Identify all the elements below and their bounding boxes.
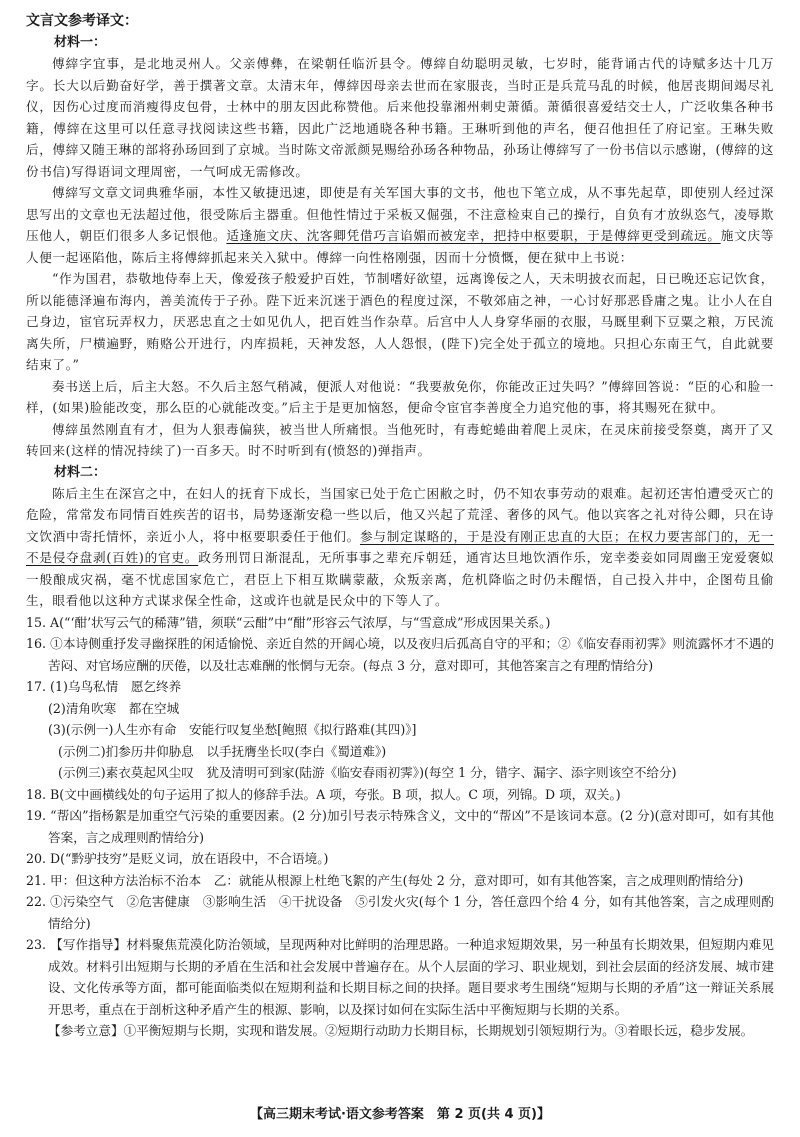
m1-p2-text-a: 傅縡写文章文词典雅华丽，本性又敏捷迅速，即使是有关军国大事的文书，他也下笔立成，从不事先起草，即使别人经过深思写出的文章也无法超过他，很受陈后主器重。但他性情过于采板又倔强，不注意检束自己的操行，自负有才放纵恣气，凌辱欺压他人，朝臣们很多人多记恨他。 [26,185,774,243]
m1-p2-text-b: 施文庆等人便一起诬陷他，陈后主将傅縡抓起来关入狱中。傅縡一向性格刚强，因而十分愤慨，便在狱中上书说： [26,228,775,265]
answer-23: 23. 【写作指导】材料聚焦荒漠化防治领域，呈现两种对比鲜明的治理思路。一种追求短期效果，另一种虽有长期效果，但短期内难见成效。材料引出短期与长期的矛盾在生活和社会发展中普遍存在。从个人层面的学习、职业规划，到社会层面的经济发展、城市建设、文化传承等方面，都可能面临类似在短期利益和长期目标之间的抉择。题目要求考生围绕“短期与长期的矛盾”这一辩证关系展开思考，重点在于剖析这种矛盾产生的根源、影响，以及探讨如何在实际生活中平衡短期与长期的关系。 [26,937,774,1017]
answer-17-3c: (示例三)素衣莫起风尘叹 犹及清明可到家(陆游《临安春雨初霁》)(每空 1 分，错字、漏字、添字则该空不给分) [58,765,677,780]
answer-17-2: (2)清角吹寒 都在空城 [48,700,180,716]
answer-17-3a: (3)(示例一)人生亦有命 安能行叹复坐愁[鲍照《拟行路难(其四)》] [48,722,417,737]
m1-paragraph-2 [26,182,774,268]
m1-paragraph-1: 傅縡字宜事，是北地灵州人。父亲傅彝，在梁朝任临沂县令。傅縡自幼聪明灵敏，七岁时，能背诵古代的诗赋多达十几万字。长大以后勤奋好学，善于撰著文章。太清末年，傅縡因母亲去世而在家服丧，当时正是兵荒马乱的时候，他居丧期间竭尽礼仪，因伤心过度而消瘦得皮包骨，士林中的朋友因此称赞他。后来他投靠湘州刺史萧循。萧循很喜爱结交士人，广泛收集各种书籍，傅縡在这里可以任意寻找阅读这些书籍，因此广泛地通晓各种书籍。王琳听到他的声名，便召他担任了府记室。王琳失败后，傅縡又随王琳的部将孙玚回到了京城。当时陈文帝派颜晃赐给孙玚各种物品，孙玚让傅縡写了一份书信以示感谢，(傅縡的这份书信)写得语词文理周密，一气呵成无需修改。 [26,56,774,179]
m2-p1-text-a: 陈后主生在深宫之中，在妇人的抚育下成长，当国家已处于危亡困敝之时，仍不知农事劳动的艰难。起初还害怕遭受灭亡的危险，常常发布同情百姓疾苦的诏书，局势逐渐安稳一些以后，他又兴起了荒淫、奢侈的风气。他以宾客之礼对待公卿，只在诗文饮酒中寄托情怀，亲近小人，将中枢要职委任于他们。 [26,485,774,544]
m1-paragraph-3: “作为国君，恭敬地侍奉上天，像爱孩子般爱护百姓，节制嗜好欲望，远离谗佞之人，天未明披衣而起，日已晚还忘记饮食，所以能德泽遍布海内，善美流传于子孙。陛下近来沉迷于酒色的程度过深，不敬郊庙之神，一心讨好那恶昏庸之鬼。让小人在自己身边，宦官玩弄权力，厌恶忠直之士如见仇人，把百姓当作杂草。后宫中人人身穿华丽的衣服，马厩里剩下豆粟之粮，万民流离失所，尸横遍野，贿赂公开进行，内库损耗，天神发怒，人人怨恨，(陛下)完全处于孤立的境地。只担心东南王气，自此就要结束了。” [26,271,774,372]
translation-heading: 文言文参考译文： [26,13,138,29]
m2-p1-text-b: 政务刑罚日渐混乱，无所事事之辈充斥朝廷，通宵达旦地饮酒作乐，宠幸娄妾如同周幽王宠爱褒姒一般酿成灾祸，毫不忧虑国家危亡，君臣上下相互欺瞒蒙蔽，众叛亲离，危机降临之时仍未醒悟，自己投入井中，企图苟且偷生，眼看他以这种方式谋求保全性命，这或许也就是民众中的下等人了。 [26,550,774,608]
answer-18: 18. B(文中画横线处的句子运用了拟人的修辞手法。A 项，夸张。B 项，拟人。C 项，列锦。D 项，双关。) [26,786,621,802]
answer-23-reference: 【参考立意】①平衡短期与长期，实现和谐发展。②短期行动助力长期目标，长期规划引领短期行为。③着眼长远，稳步发展。 [48,1023,754,1038]
m1-p2-underlined: 适逢施文庆、沈客卿凭借巧言谄媚而被宠幸，把持中枢要职，于是傅縡更受到疏远。 [226,228,721,243]
answer-16: 16. ①本诗侧重抒发寻幽探胜的闲适愉悦、亲近自然的开阔心境，以及夜归后孤高自守的平和；②《临安春雨初霁》则流露怀才不遇的苦闷、对官场应酬的厌倦，以及壮志难酬的怅惘与无奈。(每点 3 分，意对即可，其他答案言之有理酌情给分) [26,636,774,673]
material-one-title: 材料一： [54,35,107,50]
answer-19: 19. “帮凶”指杨絮是加重空气污染的重要因素。(2 分)加引号表示特殊含义，文中的“帮凶”不是该词本意。(2 分)(意对即可，如有其他答案，言之成理则酌情给分) [26,808,774,845]
answer-15: 15. A(“‘酣’状写云气的稀薄”错，须联“云酣”中“酣”形容云气浓厚，与“雪意成”形成因果关系。) [26,614,551,630]
m1-paragraph-5: 傅縡虽然刚直有才，但为人狠毒偏狭，被当世人所痛恨。当他死时，有毒蛇蜷曲着爬上灵床，在灵床前接受祭奠，离开了又转回来(这样的情况持续了)一百多天。时不时听到有(愤怒的)弹指声。 [26,421,774,458]
answer-page [26,10,774,1042]
m2-p1-underlined: 参与制定谋略的，于是没有刚正忠直的大臣；在权力要害部门的，无一不是侵夺盘剥(百姓)的官吏。 [26,528,774,565]
answer-22: 22. ①污染空气 ②危害健康 ③影响生活 ④干扰设备 ⑤引发火灾(每个 1 分，答任意四个给 4 分，如有其他答案，言之成理则酌情给分) [26,894,774,931]
answer-21: 21. 甲：但这种方法治标不治本 乙：就能从根源上杜绝飞絮的产生(每处 2 分，意对即可，如有其他答案，言之成理则酌情给分) [26,872,744,888]
answer-17-head: 17. (1)乌鸟私情 愿乞终养 [26,679,182,694]
answer-20: 20. D(“黔驴技穷”是贬义词，放在语段中，不合语境。) [26,851,329,866]
page-footer: 【高三期末考试·语文参考答案 第 2 页(共 4 页)】 [249,1107,551,1122]
m1-paragraph-4: 奏书送上后，后主大怒。不久后主怒气稍减，便派人对他说：“我要赦免你，你能改正过失吗？”傅縡回答说：“臣的心和脸一样，(如果)脸能改变，那么臣的心就能改变。”后主于是更加恼怒，便命令宦官李善度全力追究他的事，将其赐死在狱中。 [26,378,774,415]
material-two-title: 材料二： [54,464,107,480]
m2-paragraph-1 [26,483,774,612]
answer-17-3b: (示例二)扪参历井仰胁息 以手抚膺坐长叹(李白《蜀道难》) [58,743,387,759]
